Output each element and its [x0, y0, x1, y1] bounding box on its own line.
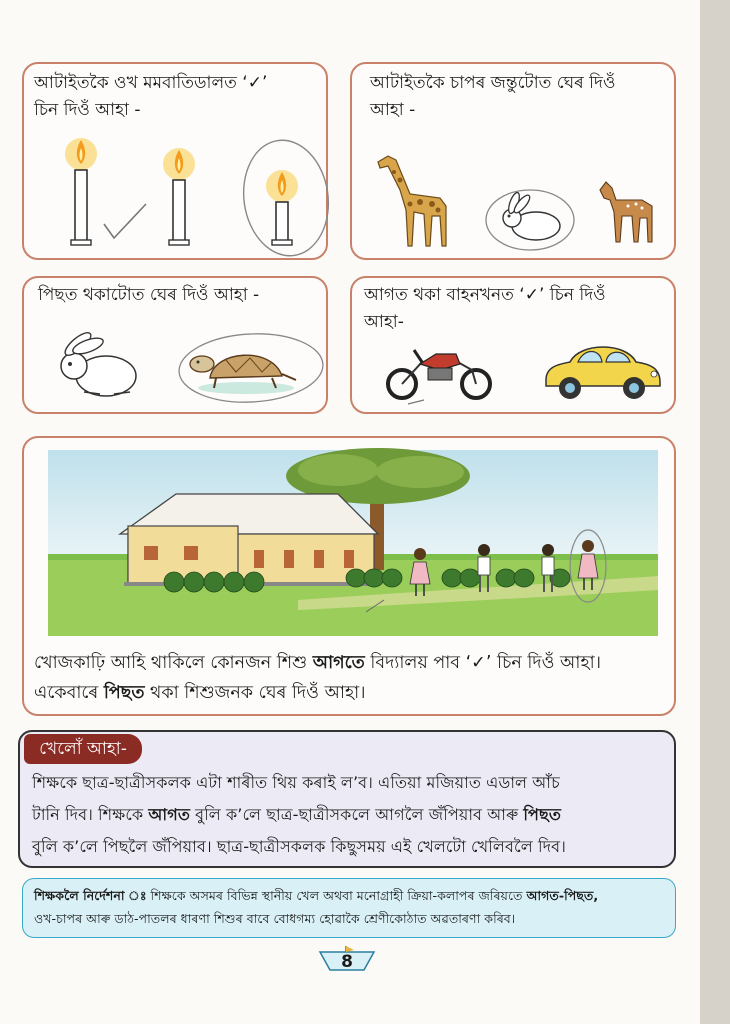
pencil-tick-mark — [100, 200, 150, 240]
scene-question-line1: খোজকাঢ়ি আহি থাকিলে কোনজন শিশু আগতে বিদ্যালয় পাব ‘✓’ চিন দিওঁ আহা। — [34, 653, 601, 673]
scene-question-line2: একেবাৰে পিছত থকা শিশুজনক ঘেৰ দিওঁ আহা। — [34, 683, 366, 703]
candle-short[interactable] — [56, 132, 106, 252]
candle-medium[interactable] — [154, 142, 204, 252]
giraffe-illustration[interactable] — [370, 150, 460, 250]
school-scene-illustration — [48, 450, 658, 636]
page-edge — [700, 0, 730, 1024]
rabbit-circled[interactable] — [484, 186, 576, 252]
candle-prompt-line1: আটাইতকৈ ওখ মমবাতিডালত ‘✓’ — [34, 73, 268, 93]
lets-play-line3: বুলি ক’লে পিছলৈ জঁপিয়াব। ছাত্ৰ-ছাত্ৰীসকলক কিছুসময় এই খেলটো খেলিবলৈ দিব। — [32, 837, 566, 856]
car-illustration[interactable] — [540, 336, 664, 402]
teacher-instruction-line2: ওখ-চাপৰ আৰু ডাঠ-পাতলৰ ধাৰণা শিশুৰ বাবে বোধগম্য হোৱাকৈ শ্ৰেণীকোঠাত অৱতাৰণা কৰিব। — [34, 911, 516, 926]
candle-tall-circled[interactable] — [236, 132, 332, 260]
behind-prompt-line1: পিছত থকাটোত ঘেৰ দিওঁ আহা - — [38, 285, 260, 305]
teacher-instruction-line1: শিক্ষকলৈ নিৰ্দেশনা ঃ শিক্ষকে অসমৰ বিভিন্ন স্থানীয় খেল অথবা মনোগ্ৰাহী ক্ৰিয়া-কলাপৰ জৰিয়তে আগত-পিছত, — [34, 888, 599, 903]
animal-prompt-line2: আহা - — [370, 100, 416, 120]
rabbit-illustration[interactable] — [44, 326, 148, 404]
lets-play-line2: টানি দিব। শিক্ষকে আগত বুলি ক’লে ছাত্ৰ-ছাত্ৰীসকলে আগলৈ জঁপিয়াব আৰু পিছত — [32, 805, 561, 824]
vehicle-prompt-line2: আহা- — [364, 312, 404, 332]
lets-play-title: খেলোঁ আহা- — [24, 734, 142, 764]
vehicle-prompt-line1: আগত থকা বাহনখনত ‘✓’ চিন দিওঁ — [364, 285, 606, 305]
deer-illustration[interactable] — [592, 176, 664, 246]
page-number: 8 — [341, 952, 353, 972]
motorcycle-illustration[interactable] — [384, 340, 496, 404]
candle-prompt-line2: চিন দিওঁ আহা - — [34, 100, 141, 120]
lets-play-line1: শিক্ষকে ছাত্ৰ-ছাত্ৰীসকলক এটা শাৰীত থিয় কৰাই ল’ব। এতিয়া মজিয়াত এডাল আঁচ — [32, 773, 560, 792]
animal-prompt-line1: আটাইতকৈ চাপৰ জন্তুটোত ঘেৰ দিওঁ — [370, 73, 616, 93]
tortoise-circled[interactable] — [176, 330, 326, 406]
